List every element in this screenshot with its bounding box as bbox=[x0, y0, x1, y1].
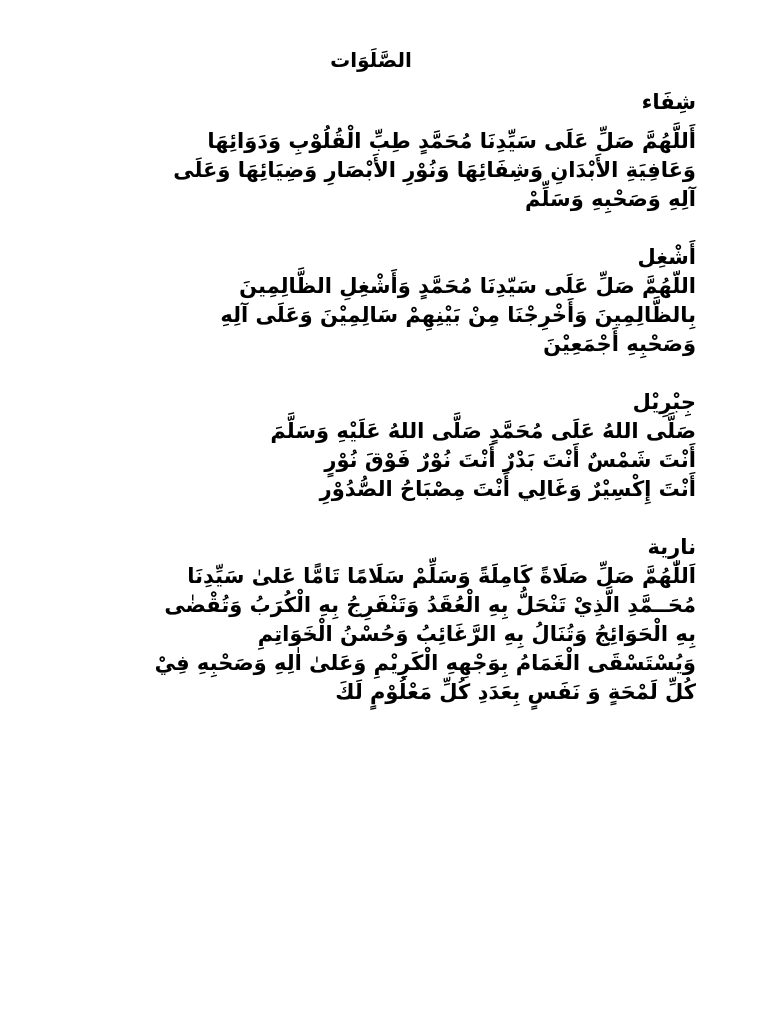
section-heading-jibril: جِبْرِيْل bbox=[632, 390, 696, 414]
document-title: الصَّلَوَات bbox=[330, 48, 412, 72]
text-line: أَنْتَ شَمْسٌ أَنْتَ بَدْرٌ أَنْتَ نُوْرٌ فَوْقَ نُوْرٍ bbox=[324, 448, 696, 472]
document-body bbox=[56, 88, 696, 736]
text-line: صَلَّى اللهُ عَلَى مُحَمَّدٍ صَلَّى اللهُ عَلَيْهِ وَسَلَّمَ bbox=[270, 419, 696, 443]
section-heading-shifa: شِفَاء bbox=[641, 90, 696, 114]
text-line: أَللَّهُمَّ صَلِّ عَلَى سَيِّدِنَا مُحَمَّدٍ طِبِّ الْقُلُوْبِ وَدَوَائِهَا bbox=[207, 129, 696, 153]
text-line: أَنْتَ إِكْسِيْرٌ وَغَالِي أَنْتَ مِصْبَاحُ الصُّدُوْرِ bbox=[319, 477, 696, 501]
text-line: وَصَحْبِهِ أَجْمَعِيْنَ bbox=[543, 332, 696, 356]
text-line: بِهِ الْحَوَائِجُ وَتُنَالُ بِهِ الرَّغَائِبُ وَحُسْنُ الْخَوَاتِمِ bbox=[257, 622, 696, 646]
section-heading-nariyah: نارية bbox=[647, 535, 696, 559]
section-shifa bbox=[56, 88, 696, 214]
section-heading-ashghil: أَشْغِل bbox=[637, 245, 696, 269]
text-line: كُلِّ لَمْحَةٍ وَ نَفَسٍ بِعَدَدِ كُلِّ مَعْلُوْمٍ لَكَ bbox=[335, 680, 696, 704]
text-line: بِالظَّالِمِينَ وَأَخْرِجْنَا مِنْ بَيْنِهِمْ سَالِمِيْنَ وَعَلَى آلِهِ bbox=[220, 303, 696, 327]
section-jibril bbox=[56, 388, 696, 504]
text-line: اَللّٰهُمَّ صَلِّ صَلَاةً كَامِلَةً وَسَلِّمْ سَلَامًا تَامًّا عَلىٰ سَيِّدِنَا bbox=[187, 564, 696, 588]
section-ashghil bbox=[56, 243, 696, 359]
section-nariyah bbox=[56, 533, 696, 707]
text-line: اللّهُمَّ صَلِّ عَلَى سَيّدِنَا مُحَمَّدٍ وَأَشْغِلِ الظَّالِمِينَ bbox=[239, 274, 696, 298]
text-line: مُحَــمَّدِ الَّذِيْ تَنْحَلُّ بِهِ الْعُقَدُ وَتَنْفَرِجُ بِهِ الْكُرَبُ وَتُقْضٰى bbox=[164, 593, 696, 617]
text-line: وَيُسْتَسْقَى الْغَمَامُ بِوَجْهِهِ الْكَرِيْمِ وَعَلىٰ اٰلِهِ وَصَحْبِهِ فِيْ bbox=[154, 651, 696, 675]
text-line: وَعَافِيَةِ الأَبْدَانِ وَشِفَائِهَا وَنُوْرِ الأَبْصَارِ وَضِيَائِهَا وَعَلَى bbox=[173, 158, 696, 182]
text-line: آلِهِ وَصَحْبِهِ وَسَلِّمْ bbox=[525, 187, 696, 211]
